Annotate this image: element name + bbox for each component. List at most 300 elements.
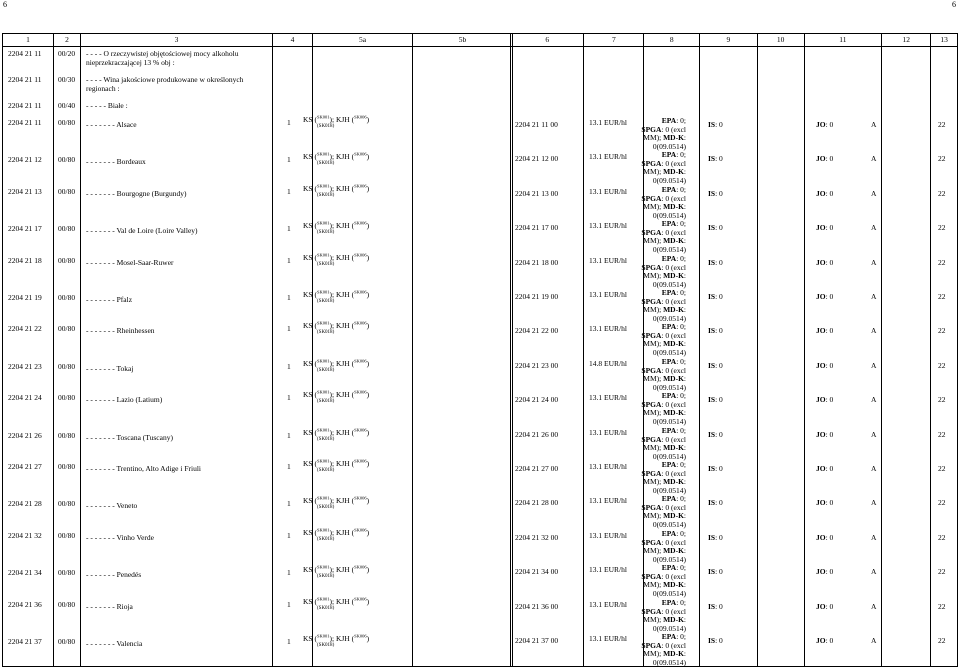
row-col-12: A (871, 567, 876, 576)
regime-sup-1: SK001 (317, 496, 330, 501)
row-description: - - - - - - - Bordeaux (86, 157, 146, 166)
jo-value: : 0 (826, 223, 834, 232)
regime-sup-2: SK006 (354, 115, 367, 120)
epa-line-4: 0(09.0514) (616, 659, 686, 667)
epa-value: : 0; (676, 563, 686, 572)
row-jo (816, 154, 833, 163)
row-unit: 1 (287, 362, 291, 371)
row-epa (616, 255, 686, 289)
regime-sup-1: SK001 (317, 115, 330, 120)
row-taric: 00/80 (58, 462, 75, 471)
regime-sub: (SK018 (317, 161, 333, 166)
regime-line (303, 429, 369, 436)
jo-value: : 0 (826, 258, 834, 267)
heading-description: - - - - Wina jakościowe produkowane w określonych regionach : (86, 75, 271, 93)
row-taric: 00/80 (58, 431, 75, 440)
mm-text: MM); (643, 271, 663, 280)
spga-value: : 0 (excl (661, 435, 686, 444)
epa-line-4: 0(09.0514) (616, 521, 686, 530)
row-rate: 13.1 EUR/hl (589, 462, 627, 471)
regime-sup-1: SK001 (317, 459, 330, 464)
row-regime (303, 291, 369, 305)
regime-close: ) (367, 253, 370, 262)
regime-close: ) (367, 359, 370, 368)
epa-label: EPA (662, 529, 676, 538)
mm-text: MM); (643, 374, 663, 383)
regime-mid: ); KJH ( (329, 565, 354, 574)
heading-description: - - - - O rzeczywistej objętościowej mocy alkoholu nieprzekraczającej 13 % obj : (86, 49, 271, 67)
mdk-label: MD-K (663, 408, 684, 417)
spga-label: SPGA (641, 538, 661, 547)
mm-text: MM); (643, 615, 663, 624)
spga-value: : 0 (excl (661, 469, 686, 478)
row-taric: 00/80 (58, 568, 75, 577)
regime-sup-2: SK006 (354, 565, 367, 570)
epa-value: : 0; (676, 322, 686, 331)
regime-sup-2: SK006 (354, 528, 367, 533)
spga-label: SPGA (641, 331, 661, 340)
mdk-label: MD-K (663, 477, 684, 486)
regime-sup-1: SK001 (317, 321, 330, 326)
row-unit: 1 (287, 256, 291, 265)
regime-ks: KS ( (303, 496, 317, 505)
row-rate: 13.1 EUR/hl (589, 531, 627, 540)
regime-line (303, 116, 369, 123)
regime-sub-close: ) (333, 505, 335, 510)
left-header-row (3, 34, 513, 47)
regime-sub-line (303, 536, 369, 543)
is-value: : 0 (715, 533, 723, 542)
row-col-13: 22 (938, 636, 946, 645)
row-description: - - - - - - - Toscana (Tuscany) (86, 433, 173, 442)
is-value: : 0 (715, 326, 723, 335)
mm-text: MM); (643, 236, 663, 245)
regime-mid: ); KJH ( (329, 221, 354, 230)
row-unit: 1 (287, 499, 291, 508)
heading-taric: 00/20 (58, 49, 75, 58)
row-description: - - - - - - - Tokaj (86, 364, 133, 373)
row-epa (616, 392, 686, 426)
regime-ks: KS ( (303, 253, 317, 262)
mdk-colon: : (684, 546, 686, 555)
regime-sub-close: ) (333, 606, 335, 611)
row-code: 2204 21 37 (8, 637, 42, 646)
row-col-12: A (871, 602, 876, 611)
epa-line-4: 0(09.0514) (616, 349, 686, 358)
regime-close: ) (367, 390, 370, 399)
regime-sub-line (303, 467, 369, 474)
regime-mid: ); KJH ( (329, 290, 354, 299)
row-jo (816, 636, 833, 645)
mdk-label: MD-K (663, 167, 684, 176)
row-col-13: 22 (938, 120, 946, 129)
row-unit: 1 (287, 187, 291, 196)
regime-sup-1: SK001 (317, 565, 330, 570)
epa-value: : 0; (676, 598, 686, 607)
row-col-13: 22 (938, 464, 946, 473)
row-description: - - - - - - - Bourgogne (Burgundy) (86, 189, 187, 198)
regime-sub-close: ) (333, 574, 335, 579)
row-code: 2204 21 22 (8, 324, 42, 333)
header-col-9: 9 (700, 34, 758, 47)
row-jo (816, 361, 833, 370)
mdk-label: MD-K (663, 339, 684, 348)
mdk-label: MD-K (663, 305, 684, 314)
regime-mid: ); KJH ( (329, 428, 354, 437)
spga-value: : 0 (excl (661, 331, 686, 340)
epa-label: EPA (662, 219, 676, 228)
regime-sup-1: SK001 (317, 634, 330, 639)
regime-sup-1: SK001 (317, 152, 330, 157)
jo-label: JO (816, 361, 826, 370)
row-code-right: 2204 21 19 00 (515, 292, 558, 301)
jo-value: : 0 (826, 395, 834, 404)
row-is (708, 189, 723, 198)
header-col-6: 6 (511, 34, 584, 47)
header-col-4: 4 (273, 34, 313, 47)
row-regime (303, 497, 369, 511)
regime-sub: (SK018 (317, 643, 333, 648)
mdk-colon: : (684, 339, 686, 348)
regime-sub: (SK018 (317, 368, 333, 373)
regime-close: ) (367, 152, 370, 161)
regime-sub-close: ) (333, 437, 335, 442)
is-value: : 0 (715, 602, 723, 611)
row-rate: 13.1 EUR/hl (589, 256, 627, 265)
regime-ks: KS ( (303, 359, 317, 368)
regime-sup-1: SK001 (317, 428, 330, 433)
regime-line (303, 497, 369, 504)
epa-label: EPA (662, 494, 676, 503)
is-label: IS (708, 533, 715, 542)
is-value: : 0 (715, 120, 723, 129)
is-label: IS (708, 189, 715, 198)
row-jo (816, 464, 833, 473)
epa-value: : 0; (676, 391, 686, 400)
row-col-13: 22 (938, 533, 946, 542)
regime-mid: ); KJH ( (329, 152, 354, 161)
jo-value: : 0 (826, 567, 834, 576)
epa-value: : 0; (676, 357, 686, 366)
is-value: : 0 (715, 636, 723, 645)
row-regime (303, 254, 369, 268)
regime-sup-2: SK006 (354, 290, 367, 295)
row-col-12: A (871, 361, 876, 370)
row-col-12: A (871, 636, 876, 645)
row-taric: 00/80 (58, 393, 75, 402)
row-jo (816, 189, 833, 198)
regime-mid: ); KJH ( (329, 184, 354, 193)
mdk-label: MD-K (663, 443, 684, 452)
row-description: - - - - - - - Lazio (Latium) (86, 395, 162, 404)
row-code-right: 2204 21 18 00 (515, 258, 558, 267)
row-epa (616, 220, 686, 254)
regime-sup-2: SK006 (354, 634, 367, 639)
row-is (708, 361, 723, 370)
row-col-12: A (871, 154, 876, 163)
row-code-right: 2204 21 24 00 (515, 395, 558, 404)
regime-mid: ); KJH ( (329, 253, 354, 262)
row-taric: 00/80 (58, 600, 75, 609)
mdk-colon: : (684, 649, 686, 658)
regime-line (303, 460, 369, 467)
regime-sup-1: SK001 (317, 359, 330, 364)
row-regime (303, 391, 369, 405)
regime-sub-line (303, 605, 369, 612)
mm-text: MM); (643, 649, 663, 658)
row-unit: 1 (287, 393, 291, 402)
regime-close: ) (367, 565, 370, 574)
row-description: - - - - - - - Val de Loire (Loire Valley) (86, 226, 198, 235)
row-is (708, 395, 723, 404)
heading-description: - - - - - Białe : (86, 101, 271, 110)
row-code-right: 2204 21 11 00 (515, 120, 558, 129)
mm-text: MM); (643, 511, 663, 520)
row-taric: 00/80 (58, 118, 75, 127)
row-regime (303, 322, 369, 336)
regime-line (303, 322, 369, 329)
row-epa (616, 599, 686, 633)
regime-close: ) (367, 115, 370, 124)
mm-text: MM); (643, 477, 663, 486)
mm-text: MM); (643, 443, 663, 452)
regime-mid: ); KJH ( (329, 634, 354, 643)
jo-value: : 0 (826, 430, 834, 439)
regime-sub: (SK018 (317, 537, 333, 542)
row-epa (616, 323, 686, 357)
regime-sub-line (303, 298, 369, 305)
row-is (708, 326, 723, 335)
epa-line-4: 0(09.0514) (616, 556, 686, 565)
header-col-12: 12 (882, 34, 931, 47)
is-label: IS (708, 636, 715, 645)
is-label: IS (708, 292, 715, 301)
row-col-12: A (871, 533, 876, 542)
jo-value: : 0 (826, 636, 834, 645)
regime-sub-line (303, 261, 369, 268)
row-regime (303, 598, 369, 612)
jo-value: : 0 (826, 464, 834, 473)
row-taric: 00/80 (58, 637, 75, 646)
epa-line-4: 0(09.0514) (616, 212, 686, 221)
regime-line (303, 222, 369, 229)
regime-mid: ); KJH ( (329, 321, 354, 330)
row-epa (616, 358, 686, 392)
row-col-12: A (871, 326, 876, 335)
jo-label: JO (816, 120, 826, 129)
spga-value: : 0 (excl (661, 400, 686, 409)
row-col-13: 22 (938, 430, 946, 439)
regime-sub: (SK018 (317, 437, 333, 442)
regime-sup-1: SK001 (317, 390, 330, 395)
epa-line-4: 0(09.0514) (616, 177, 686, 186)
row-col-13: 22 (938, 326, 946, 335)
spga-value: : 0 (excl (661, 297, 686, 306)
row-description: - - - - - - - Pfalz (86, 295, 132, 304)
regime-sub: (SK018 (317, 230, 333, 235)
heading-taric: 00/30 (58, 75, 75, 84)
is-label: IS (708, 395, 715, 404)
row-rate: 13.1 EUR/hl (589, 324, 627, 333)
row-unit: 1 (287, 568, 291, 577)
row-col-13: 22 (938, 361, 946, 370)
spga-label: SPGA (641, 297, 661, 306)
row-taric: 00/80 (58, 155, 75, 164)
heading-code: 2204 21 11 (8, 101, 41, 110)
regime-sub-line (303, 192, 369, 199)
spga-value: : 0 (excl (661, 263, 686, 272)
is-value: : 0 (715, 498, 723, 507)
row-code: 2204 21 13 (8, 187, 42, 196)
epa-line-4: 0(09.0514) (616, 487, 686, 496)
row-description: - - - - - - - Veneto (86, 501, 137, 510)
epa-value: : 0; (676, 150, 686, 159)
header-col-13: 13 (931, 34, 958, 47)
row-col-13: 22 (938, 258, 946, 267)
regime-ks: KS ( (303, 597, 317, 606)
spga-label: SPGA (641, 366, 661, 375)
row-col-12: A (871, 464, 876, 473)
jo-value: : 0 (826, 361, 834, 370)
regime-sub-line (303, 123, 369, 130)
epa-line-4: 0(09.0514) (616, 143, 686, 152)
header-col-1: 1 (3, 34, 54, 47)
regime-sup-2: SK006 (354, 390, 367, 395)
is-label: IS (708, 602, 715, 611)
row-rate: 13.1 EUR/hl (589, 634, 627, 643)
jo-label: JO (816, 395, 826, 404)
row-rate: 13.1 EUR/hl (589, 496, 627, 505)
regime-sub-close: ) (333, 124, 335, 129)
regime-ks: KS ( (303, 528, 317, 537)
heading-code: 2204 21 11 (8, 75, 41, 84)
spga-value: : 0 (excl (661, 159, 686, 168)
regime-line (303, 529, 369, 536)
regime-sub-close: ) (333, 643, 335, 648)
row-taric: 00/80 (58, 224, 75, 233)
mdk-label: MD-K (663, 133, 684, 142)
jo-label: JO (816, 567, 826, 576)
row-col-12: A (871, 292, 876, 301)
mdk-colon: : (684, 133, 686, 142)
mdk-label: MD-K (663, 580, 684, 589)
spga-value: : 0 (excl (661, 194, 686, 203)
regime-close: ) (367, 634, 370, 643)
regime-sup-1: SK001 (317, 253, 330, 258)
regime-sup-2: SK006 (354, 221, 367, 226)
mm-text: MM); (643, 408, 663, 417)
header-col-5b: 5b (413, 34, 513, 47)
regime-sup-1: SK001 (317, 290, 330, 295)
row-epa (616, 495, 686, 529)
spga-value: : 0 (excl (661, 228, 686, 237)
regime-sub: (SK018 (317, 124, 333, 129)
regime-sup-2: SK006 (354, 597, 367, 602)
epa-label: EPA (662, 563, 676, 572)
mdk-label: MD-K (663, 202, 684, 211)
is-value: : 0 (715, 395, 723, 404)
mm-text: MM); (643, 167, 663, 176)
jo-label: JO (816, 189, 826, 198)
row-description: - - - - - - - Trentino, Alto Adige i Friuli (86, 464, 201, 473)
row-code: 2204 21 19 (8, 293, 42, 302)
row-unit: 1 (287, 293, 291, 302)
row-jo (816, 326, 833, 335)
header-col-7: 7 (584, 34, 644, 47)
regime-ks: KS ( (303, 390, 317, 399)
regime-mid: ); KJH ( (329, 359, 354, 368)
regime-sub: (SK018 (317, 193, 333, 198)
header-col-2: 2 (54, 34, 81, 47)
row-regime (303, 153, 369, 167)
spga-label: SPGA (641, 607, 661, 616)
is-label: IS (708, 258, 715, 267)
row-unit: 1 (287, 224, 291, 233)
epa-label: EPA (662, 254, 676, 263)
row-regime (303, 185, 369, 199)
mdk-colon: : (684, 374, 686, 383)
regime-sub: (SK018 (317, 505, 333, 510)
mdk-colon: : (684, 477, 686, 486)
row-rate: 13.1 EUR/hl (589, 118, 627, 127)
regime-sub-close: ) (333, 230, 335, 235)
epa-value: : 0; (676, 494, 686, 503)
epa-line-4: 0(09.0514) (616, 590, 686, 599)
row-rate: 13.1 EUR/hl (589, 187, 627, 196)
row-col-13: 22 (938, 395, 946, 404)
row-unit: 1 (287, 118, 291, 127)
mdk-colon: : (684, 580, 686, 589)
header-col-8: 8 (644, 34, 700, 47)
is-label: IS (708, 361, 715, 370)
epa-label: EPA (662, 391, 676, 400)
row-regime (303, 529, 369, 543)
spga-value: : 0 (excl (661, 607, 686, 616)
spga-label: SPGA (641, 263, 661, 272)
row-taric: 00/80 (58, 187, 75, 196)
regime-sub-line (303, 573, 369, 580)
regime-sub-close: ) (333, 468, 335, 473)
row-regime (303, 566, 369, 580)
page-number-left: 6 (3, 0, 7, 9)
is-value: : 0 (715, 430, 723, 439)
epa-label: EPA (662, 116, 676, 125)
mdk-label: MD-K (663, 511, 684, 520)
row-taric: 00/80 (58, 531, 75, 540)
row-col-12: A (871, 120, 876, 129)
row-jo (816, 567, 833, 576)
epa-line-4: 0(09.0514) (616, 625, 686, 634)
row-is (708, 430, 723, 439)
epa-label: EPA (662, 357, 676, 366)
row-regime (303, 360, 369, 374)
row-is (708, 567, 723, 576)
is-label: IS (708, 430, 715, 439)
regime-sub-line (303, 229, 369, 236)
row-code-right: 2204 21 22 00 (515, 326, 558, 335)
spga-label: SPGA (641, 435, 661, 444)
regime-sub-close: ) (333, 368, 335, 373)
spga-value: : 0 (excl (661, 125, 686, 134)
row-is (708, 602, 723, 611)
page-number-right: 6 (952, 0, 956, 9)
is-label: IS (708, 498, 715, 507)
mdk-colon: : (684, 305, 686, 314)
row-rate: 13.1 EUR/hl (589, 221, 627, 230)
row-unit: 1 (287, 531, 291, 540)
mdk-label: MD-K (663, 546, 684, 555)
regime-close: ) (367, 597, 370, 606)
